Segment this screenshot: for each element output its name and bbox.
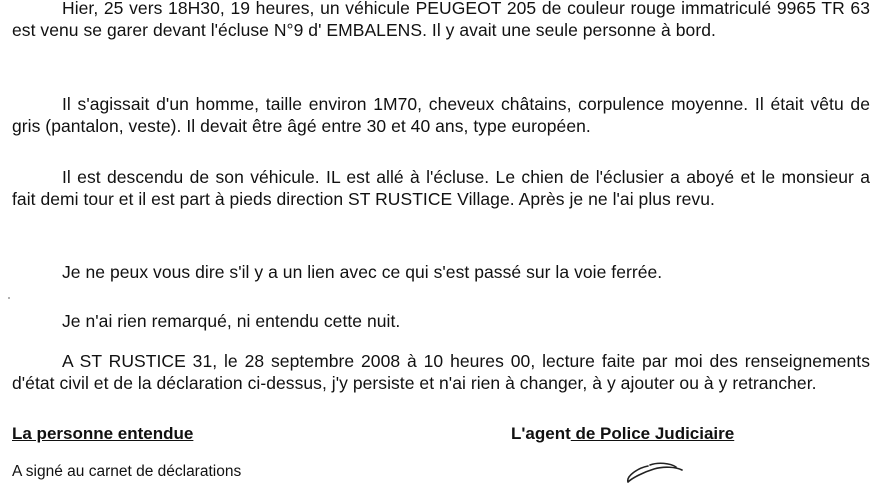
- paragraph-person-departure: Il est descendu de son véhicule. IL est allé à l'écluse. Le chien de l'éclusier a aboyé et le monsieur a fait demi tour et il est part à pieds direction ST RUSTICE Village. Après je ne l'ai plus revu.: [12, 167, 870, 209]
- handwritten-signature: [620, 458, 700, 484]
- paragraph-person-description: Il s'agissait d'un homme, taille environ 1M70, cheveux châtains, corpulence moyenne. Il était vêtu de gris (pantalon, veste). Il devait être âgé entre 30 et 40 ans, type européen.: [12, 94, 870, 136]
- officer-label-prefix: L'agent: [511, 424, 571, 443]
- scan-speck: [8, 297, 10, 299]
- paragraph-link-railway: Je ne peux vous dire s'il y a un lien avec ce qui s'est passé sur la voie ferrée.: [62, 262, 663, 282]
- paragraph-vehicle-arrival: Hier, 25 vers 18H30, 19 heures, un véhicule PEUGEOT 205 de couleur rouge immatriculé 9965 TR 63 est venu se garer devant l'écluse N°9 d' EMBALENS. Il y avait une seule personne à bord.: [12, 0, 870, 40]
- signed-note: A signé au carnet de déclarations: [12, 463, 242, 480]
- witness-signature-label: La personne entendue: [12, 424, 194, 443]
- paragraph-nothing-noticed: Je n'ai rien remarqué, ni entendu cette nuit.: [62, 311, 401, 331]
- officer-label-underlined: de Police Judiciaire: [570, 424, 735, 443]
- officer-signature-label: [511, 423, 734, 445]
- paragraph-closing-statement: A ST RUSTICE 31, le 28 septembre 2008 à 10 heures 00, lecture faite par moi des renseignements d'état civil et de la déclaration ci-dessus, j'y persiste et n'ai rien à changer, à y ajouter ou à y retrancher.: [12, 351, 870, 393]
